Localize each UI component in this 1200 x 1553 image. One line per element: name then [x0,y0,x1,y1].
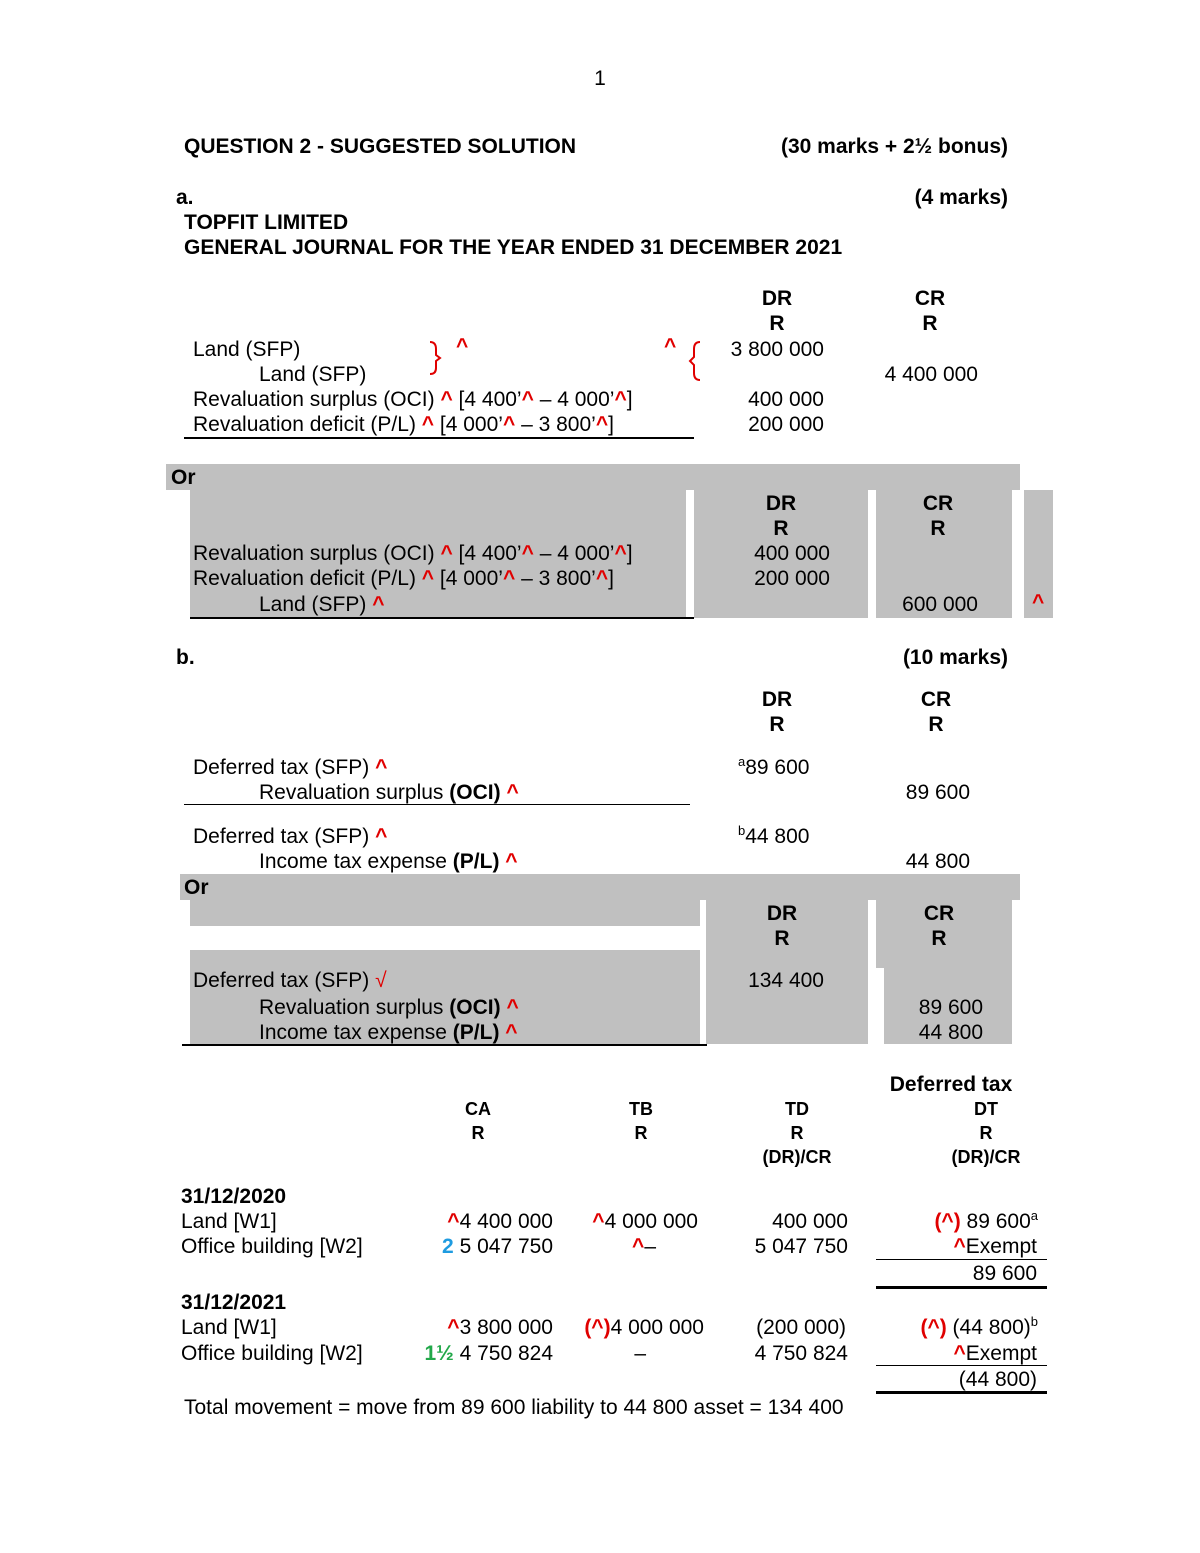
amount: 4 000 000 [610,1316,704,1339]
part-b-label: b. [176,646,195,669]
or-label: Or [184,876,209,899]
year-2021: 31/12/2021 [181,1291,287,1314]
mark-tick: ^ [592,1210,605,1233]
surplus-label: Revaluation surplus [259,781,450,804]
land-cr-label: Land (SFP) [259,593,367,616]
alt-deficit-row [193,566,614,591]
footnote-a: a [738,754,746,769]
page-number: 1 [594,67,606,90]
mark-tick: ^ [614,388,627,411]
office-ca-2021 [400,1341,553,1366]
surplus-calc: – 4 000’ [533,388,615,411]
mark-check: √ [375,969,387,992]
right-brace-icon [428,340,442,376]
part-a-marks: (4 marks) [914,186,1008,209]
mark-tick: ^ [421,567,435,590]
amount: 89 600 [960,1210,1031,1233]
land-td-2020: 400 000 [772,1210,848,1233]
deficit-calc: – 3 800’ [515,413,596,436]
office-dt-2021 [880,1341,1037,1366]
dt-label: Deferred tax (SFP) [193,756,370,779]
mark-tick: ^ [595,567,609,590]
deficit-calc: [4 000’ [439,567,503,590]
dt-dr-row [193,755,387,780]
amount: 3 800 000 [459,1316,553,1339]
divider [876,1365,1047,1366]
divider [182,1044,707,1046]
dr-heading: DR [765,492,797,515]
col-dt-drcr: (DR)/CR [951,1147,1021,1167]
cr-heading: CR [914,287,946,310]
mark-tick: ^ [502,567,516,590]
mark-tick: ^ [614,542,627,565]
alt-band [180,874,1020,900]
dt-dr-row-2 [193,824,387,849]
dr-heading: DR [766,902,798,925]
alt-band [166,464,1020,490]
deficit-calc: ] [608,567,614,590]
mark-tick: ^ [375,825,388,848]
mark-tick: ^ [502,413,516,436]
dt-label: Deferred tax (SFP) [193,969,370,992]
total-movement: Total movement = move from 89 600 liability to 44 800 asset = 134 400 [184,1396,844,1419]
amount: 4 000 000 [604,1210,698,1233]
footnote-b: b [738,823,746,838]
land-dr-label: Land (SFP) [193,338,301,361]
surplus-cr-amount: 89 600 [905,781,970,804]
surplus-calc: – 4 000’ [533,542,615,565]
deficit-label: Revaluation deficit (P/L) [193,413,416,436]
mark-tick: ^ [447,1210,460,1233]
mark-value: 2 [442,1235,454,1258]
mark-tick: ^ [953,1235,966,1258]
col-ca: CA [465,1099,491,1119]
col-dt: DT [974,1099,998,1119]
alt-dt-amount: 134 400 [748,969,824,992]
mark-tick: ^ [521,542,534,565]
dr-unit: R [774,927,790,950]
income-tax-row [259,849,518,874]
alt-surplus-amount: 400 000 [754,542,830,565]
dr-unit: R [769,312,785,335]
land-cr-label: Land (SFP) [259,363,367,386]
deficit-calc: ] [608,413,614,436]
income-tax-label: Income tax expense [259,1021,453,1044]
mark-tick: ^ [506,996,519,1019]
land-ca-2020 [400,1209,553,1234]
mark-tick: (^) [934,1210,961,1233]
dt-dr-amount-2 [738,824,809,849]
mark-tick: (^) [584,1316,611,1339]
surplus-calc: ] [626,542,633,565]
double-underline [876,1391,1047,1394]
office-label: Office building [W2] [181,1235,363,1258]
deficit-row [193,412,614,437]
amount: 44 800 [745,825,810,848]
amount: 4 400 000 [459,1210,553,1233]
deficit-label: Revaluation deficit (P/L) [193,567,416,590]
total-2020: 89 600 [972,1262,1037,1285]
question-marks: (30 marks + 2½ bonus) [780,135,1008,158]
amount: Exempt [965,1235,1037,1258]
mark-tick: ^ [447,1316,460,1339]
mark-tick: ^ [521,388,534,411]
land-tb-2020 [560,1209,698,1234]
office-ca-2020 [400,1234,553,1259]
surplus-calc: [4 400’ [458,542,522,565]
dr-unit: R [769,713,785,736]
cr-unit: R [931,927,947,950]
pl-label: (P/L) [452,1021,500,1044]
amount: 5 047 750 [453,1235,553,1258]
dr-heading: DR [761,287,793,310]
land-tb-2021 [560,1315,704,1340]
divider [184,804,690,805]
amount: 89 600 [745,756,810,779]
year-2020: 31/12/2020 [181,1185,287,1208]
part-a-label: a. [176,186,194,209]
col-td-unit: R [790,1123,804,1143]
amount: (44 800) [946,1316,1031,1339]
question-title: QUESTION 2 - SUGGESTED SOLUTION [184,135,577,158]
mark-tick: ^ [595,413,609,436]
divider [184,437,694,439]
office-td-2020: 5 047 750 [754,1235,848,1258]
land-cr-amount: 4 400 000 [884,363,978,386]
dt-dr-amount-1 [738,755,809,780]
divider [876,1259,1047,1260]
alt-land-amount: 600 000 [902,593,978,616]
mark-tick: ^ [375,756,388,779]
surplus-calc: ] [626,388,633,411]
col-tb-unit: R [634,1123,648,1143]
cr-unit: R [922,312,938,335]
land-label: Land [W1] [181,1316,277,1339]
income-tax-label: Income tax expense [259,850,453,873]
col-ca-unit: R [471,1123,485,1143]
land-label: Land [W1] [181,1210,277,1233]
cr-heading: CR [923,902,955,925]
cr-heading: CR [920,688,952,711]
mark-tick: ^ [440,388,453,411]
amount: 4 750 824 [453,1342,553,1365]
land-dr-amount: 3 800 000 [730,338,824,361]
mark-tick: ^ [953,1342,966,1365]
oci-label: (OCI) [449,996,501,1019]
mark-tick: (^) [920,1316,947,1339]
surplus-label: Revaluation surplus (OCI) [193,388,435,411]
land-ca-2021 [400,1315,553,1340]
surplus-calc: [4 400’ [458,388,522,411]
divider [190,617,694,619]
alt-income-tax-amount: 44 800 [918,1021,983,1044]
amount: Exempt [965,1342,1037,1365]
amount: – [644,1235,656,1258]
office-tb-2021: – [634,1342,646,1365]
oci-label: (OCI) [449,781,501,804]
alt-income-tax-row [259,1020,518,1045]
journal-title: GENERAL JOURNAL FOR THE YEAR ENDED 31 DECEMBER 2021 [184,236,843,259]
dr-heading: DR [761,688,793,711]
col-td: TD [785,1099,809,1119]
surplus-label: Revaluation surplus (OCI) [193,542,435,565]
office-td-2021: 4 750 824 [754,1342,848,1365]
footnote-b: b [1030,1314,1038,1329]
dr-unit: R [773,517,789,540]
part-b-marks: (10 marks) [902,646,1008,669]
col-dt-unit: R [979,1123,993,1143]
mark-value: 1½ [424,1342,454,1365]
mark-tick: ^ [1032,591,1045,614]
alt-surplus-amount: 89 600 [918,996,983,1019]
income-tax-amount: 44 800 [905,850,970,873]
deficit-calc: – 3 800’ [515,567,596,590]
mark-tick: ^ [506,781,519,804]
mark-tick: ^ [632,1235,645,1258]
surplus-label: Revaluation surplus [259,996,450,1019]
alt-surplus-row [259,995,519,1020]
deficit-calc: [4 000’ [439,413,503,436]
cr-heading: CR [922,492,954,515]
company-name: TOPFIT LIMITED [184,211,349,234]
mark-tick: ^ [440,542,453,565]
col-tb: TB [629,1099,653,1119]
alt-deficit-amount: 200 000 [754,567,830,590]
surplus-amount: 400 000 [748,388,824,411]
mark-tick: ^ [505,1021,518,1044]
surplus-oci-row [259,780,519,805]
office-label: Office building [W2] [181,1342,363,1365]
mark-tick: ^ [505,850,518,873]
cr-unit: R [930,517,946,540]
mark-tick: ^ [664,335,677,358]
total-2021: (44 800) [958,1368,1037,1391]
office-dt-2020 [880,1234,1037,1259]
pl-label: (P/L) [452,850,500,873]
alt-dt-row [193,968,387,993]
footnote-a: a [1030,1208,1038,1223]
surplus-row [193,387,633,412]
deficit-amount: 200 000 [748,413,824,436]
alt-panel [190,900,700,926]
mark-tick: ^ [421,413,435,436]
dt-label: Deferred tax (SFP) [193,825,370,848]
or-label: Or [171,466,196,489]
land-dt-2020 [880,1209,1038,1234]
mark-tick: ^ [372,593,385,616]
double-underline [876,1286,1047,1289]
mark-tick: ^ [456,335,469,358]
land-dt-2021 [880,1315,1038,1340]
office-tb-2020 [560,1234,656,1259]
alt-land-row [259,592,385,617]
col-td-drcr: (DR)/CR [762,1147,832,1167]
cr-unit: R [928,713,944,736]
land-td-2021: (200 000) [756,1316,846,1339]
deferred-tax-heading: Deferred tax [889,1073,1013,1096]
alt-surplus-row [193,541,633,566]
